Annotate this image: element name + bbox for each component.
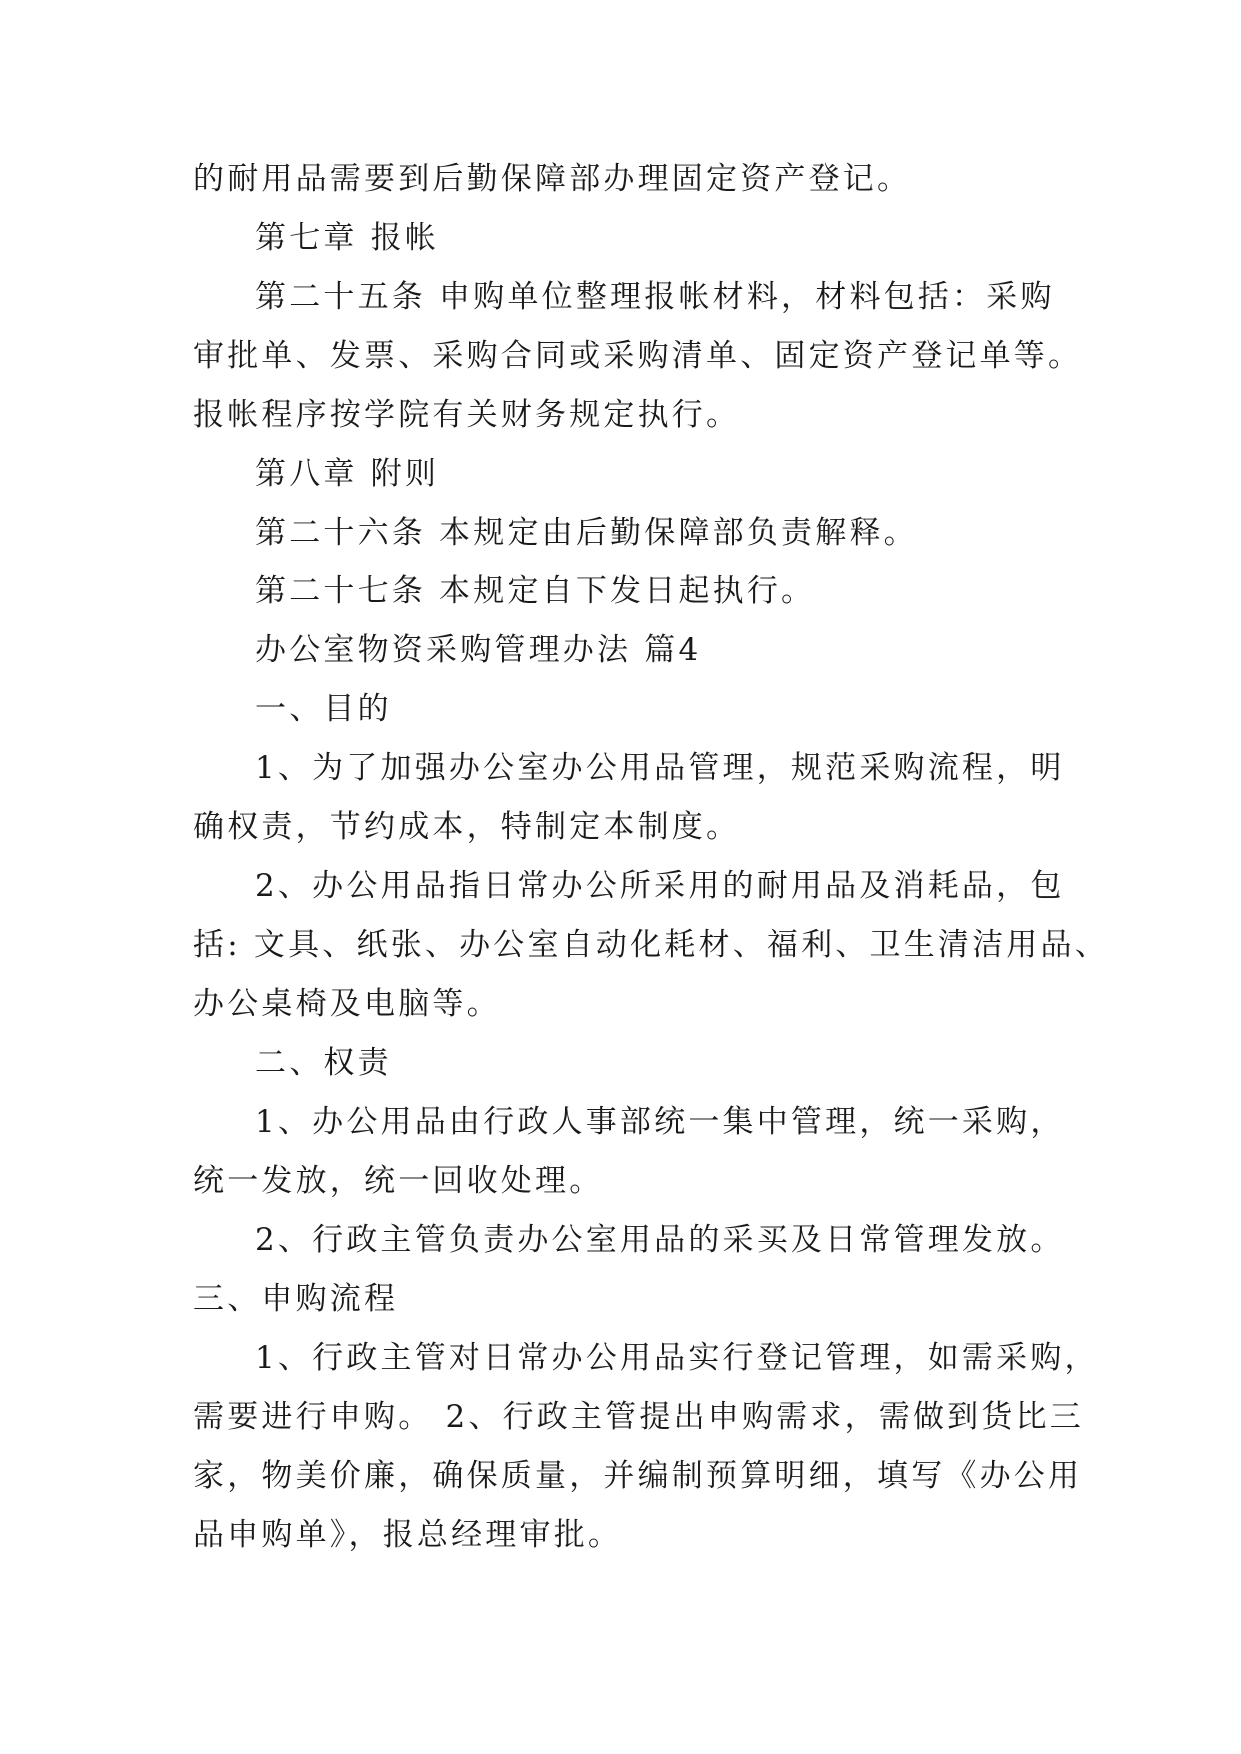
article-text-line: 第二十七条 本规定自下发日起执行。 — [255, 573, 816, 609]
body-text-line: 2、办公用品指日常办公所采用的耐用品及消耗品，包 — [255, 868, 1065, 904]
body-text-line: 报帐程序按学院有关财务规定执行。 — [193, 397, 741, 433]
body-text-line: 需要进行申购。 2、行政主管提出申购需求，需做到货比三 — [193, 1399, 1084, 1435]
body-text-line: 办公桌椅及电脑等。 — [193, 986, 501, 1022]
body-text-line: 括: 文具、纸张、办公室自动化耗材、福利、卫生清洁用品、 — [193, 927, 1109, 963]
article-text-line: 第二十五条 申购单位整理报帐材料，材料包括：采购 — [255, 279, 1055, 315]
body-text-line: 统一发放，统一回收处理。 — [193, 1163, 604, 1199]
body-text-line: 品申购单》，报总经理审批。 — [193, 1517, 623, 1553]
chapter-heading: 第八章 附则 — [255, 456, 440, 492]
body-text-line: 的耐用品需要到后勤保障部办理固定资产登记。 — [193, 161, 912, 197]
section-heading: 三、申购流程 — [193, 1281, 399, 1317]
body-text-line: 1、行政主管对日常办公用品实行登记管理，如需采购， — [255, 1340, 1099, 1376]
section-heading: 一、目的 — [255, 691, 392, 727]
article-text-line: 第二十六条 本规定由后勤保障部负责解释。 — [255, 515, 918, 551]
body-text-line: 2、行政主管负责办公室用品的采买及日常管理发放。 — [255, 1222, 1065, 1258]
chapter-heading: 第七章 报帐 — [255, 220, 440, 256]
section-title: 办公室物资采购管理办法 篇4 — [255, 632, 702, 668]
body-text-line: 1、办公用品由行政人事部统一集中管理，统一采购， — [255, 1104, 1065, 1140]
body-text-line: 确权责，节约成本，特制定本制度。 — [193, 809, 741, 845]
body-text-line: 审批单、发票、采购合同或采购清单、固定资产登记单等。 — [193, 338, 1083, 374]
body-text-line: 家，物美价廉，确保质量，并编制预算明细，填写《办公用 — [193, 1458, 1083, 1494]
section-heading: 二、权责 — [255, 1045, 392, 1081]
body-text-line: 1、为了加强办公室办公用品管理，规范采购流程，明 — [255, 750, 1065, 786]
